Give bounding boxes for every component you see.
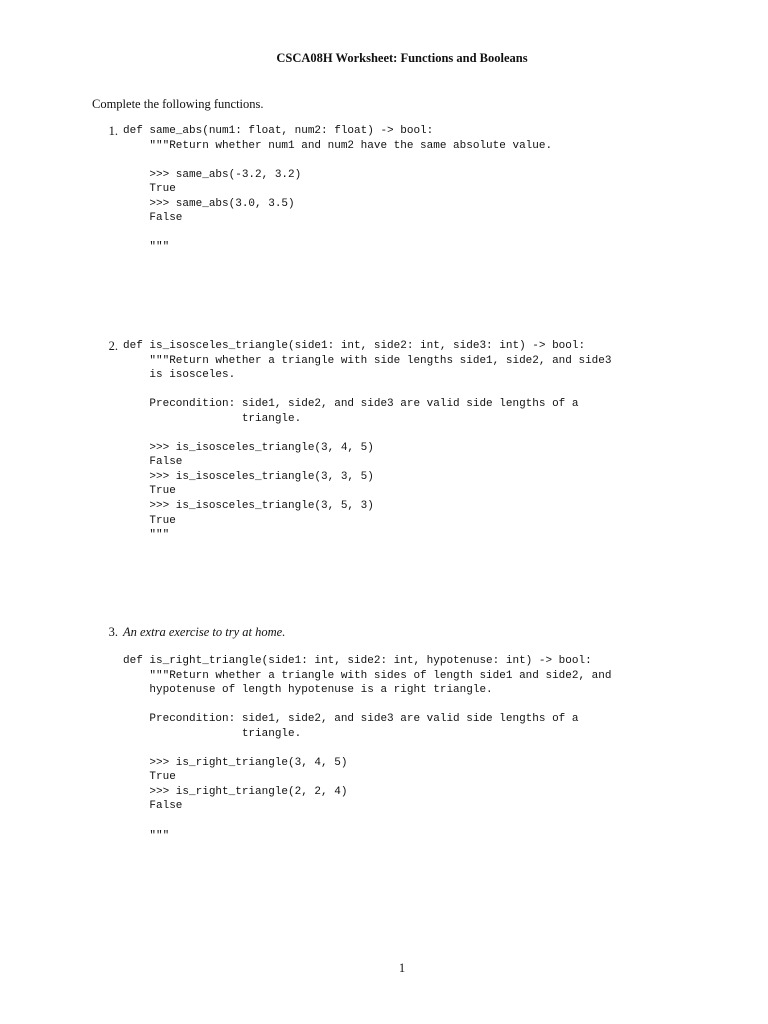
question-3-note: An extra exercise to try at home. <box>123 625 286 639</box>
page-number: 1 <box>398 961 406 975</box>
question-1-code: def same_abs(num1: float, num2: float) -> bool: """Return whether num1 and num2 have the same absolute value. >>> same_abs(-3.2, 3.2) True >>> same_abs(3.0, 3.5) False """ <box>123 125 553 254</box>
instructions: Complete the following functions. <box>92 97 264 111</box>
question-3-code: def is_right_triangle(side1: int, side2: int, hypotenuse: int) -> bool: """Return whether a triangle with sides of length side1 and side2, and hypotenuse of length hypotenuse is a right triangle. Precondition: side1, side2, and side3 are valid side lengths of a triangle. >>> is_right_triangle(3, 4, 5) True >>> is_right_triangle(2, 2, 4) False """ <box>123 655 612 842</box>
page-title: CSCA08H Worksheet: Functions and Booleans <box>276 51 528 65</box>
question-2-code: def is_isosceles_triangle(side1: int, side2: int, side3: int) -> bool: """Return whether a triangle with side lengths side1, side2, and side3 is isosceles. Precondition: side1, side2, and side3 are valid side lengths of a triangle. >>> is_isosceles_triangle(3, 4, 5) False >>> is_isosceles_triangle(3, 3, 5) True >>> is_isosceles_triangle(3, 5, 3) True """ <box>123 340 612 542</box>
question-1-number: 1. <box>108 124 118 138</box>
question-3-number: 3. <box>108 625 118 639</box>
question-2-number: 2. <box>108 339 118 353</box>
